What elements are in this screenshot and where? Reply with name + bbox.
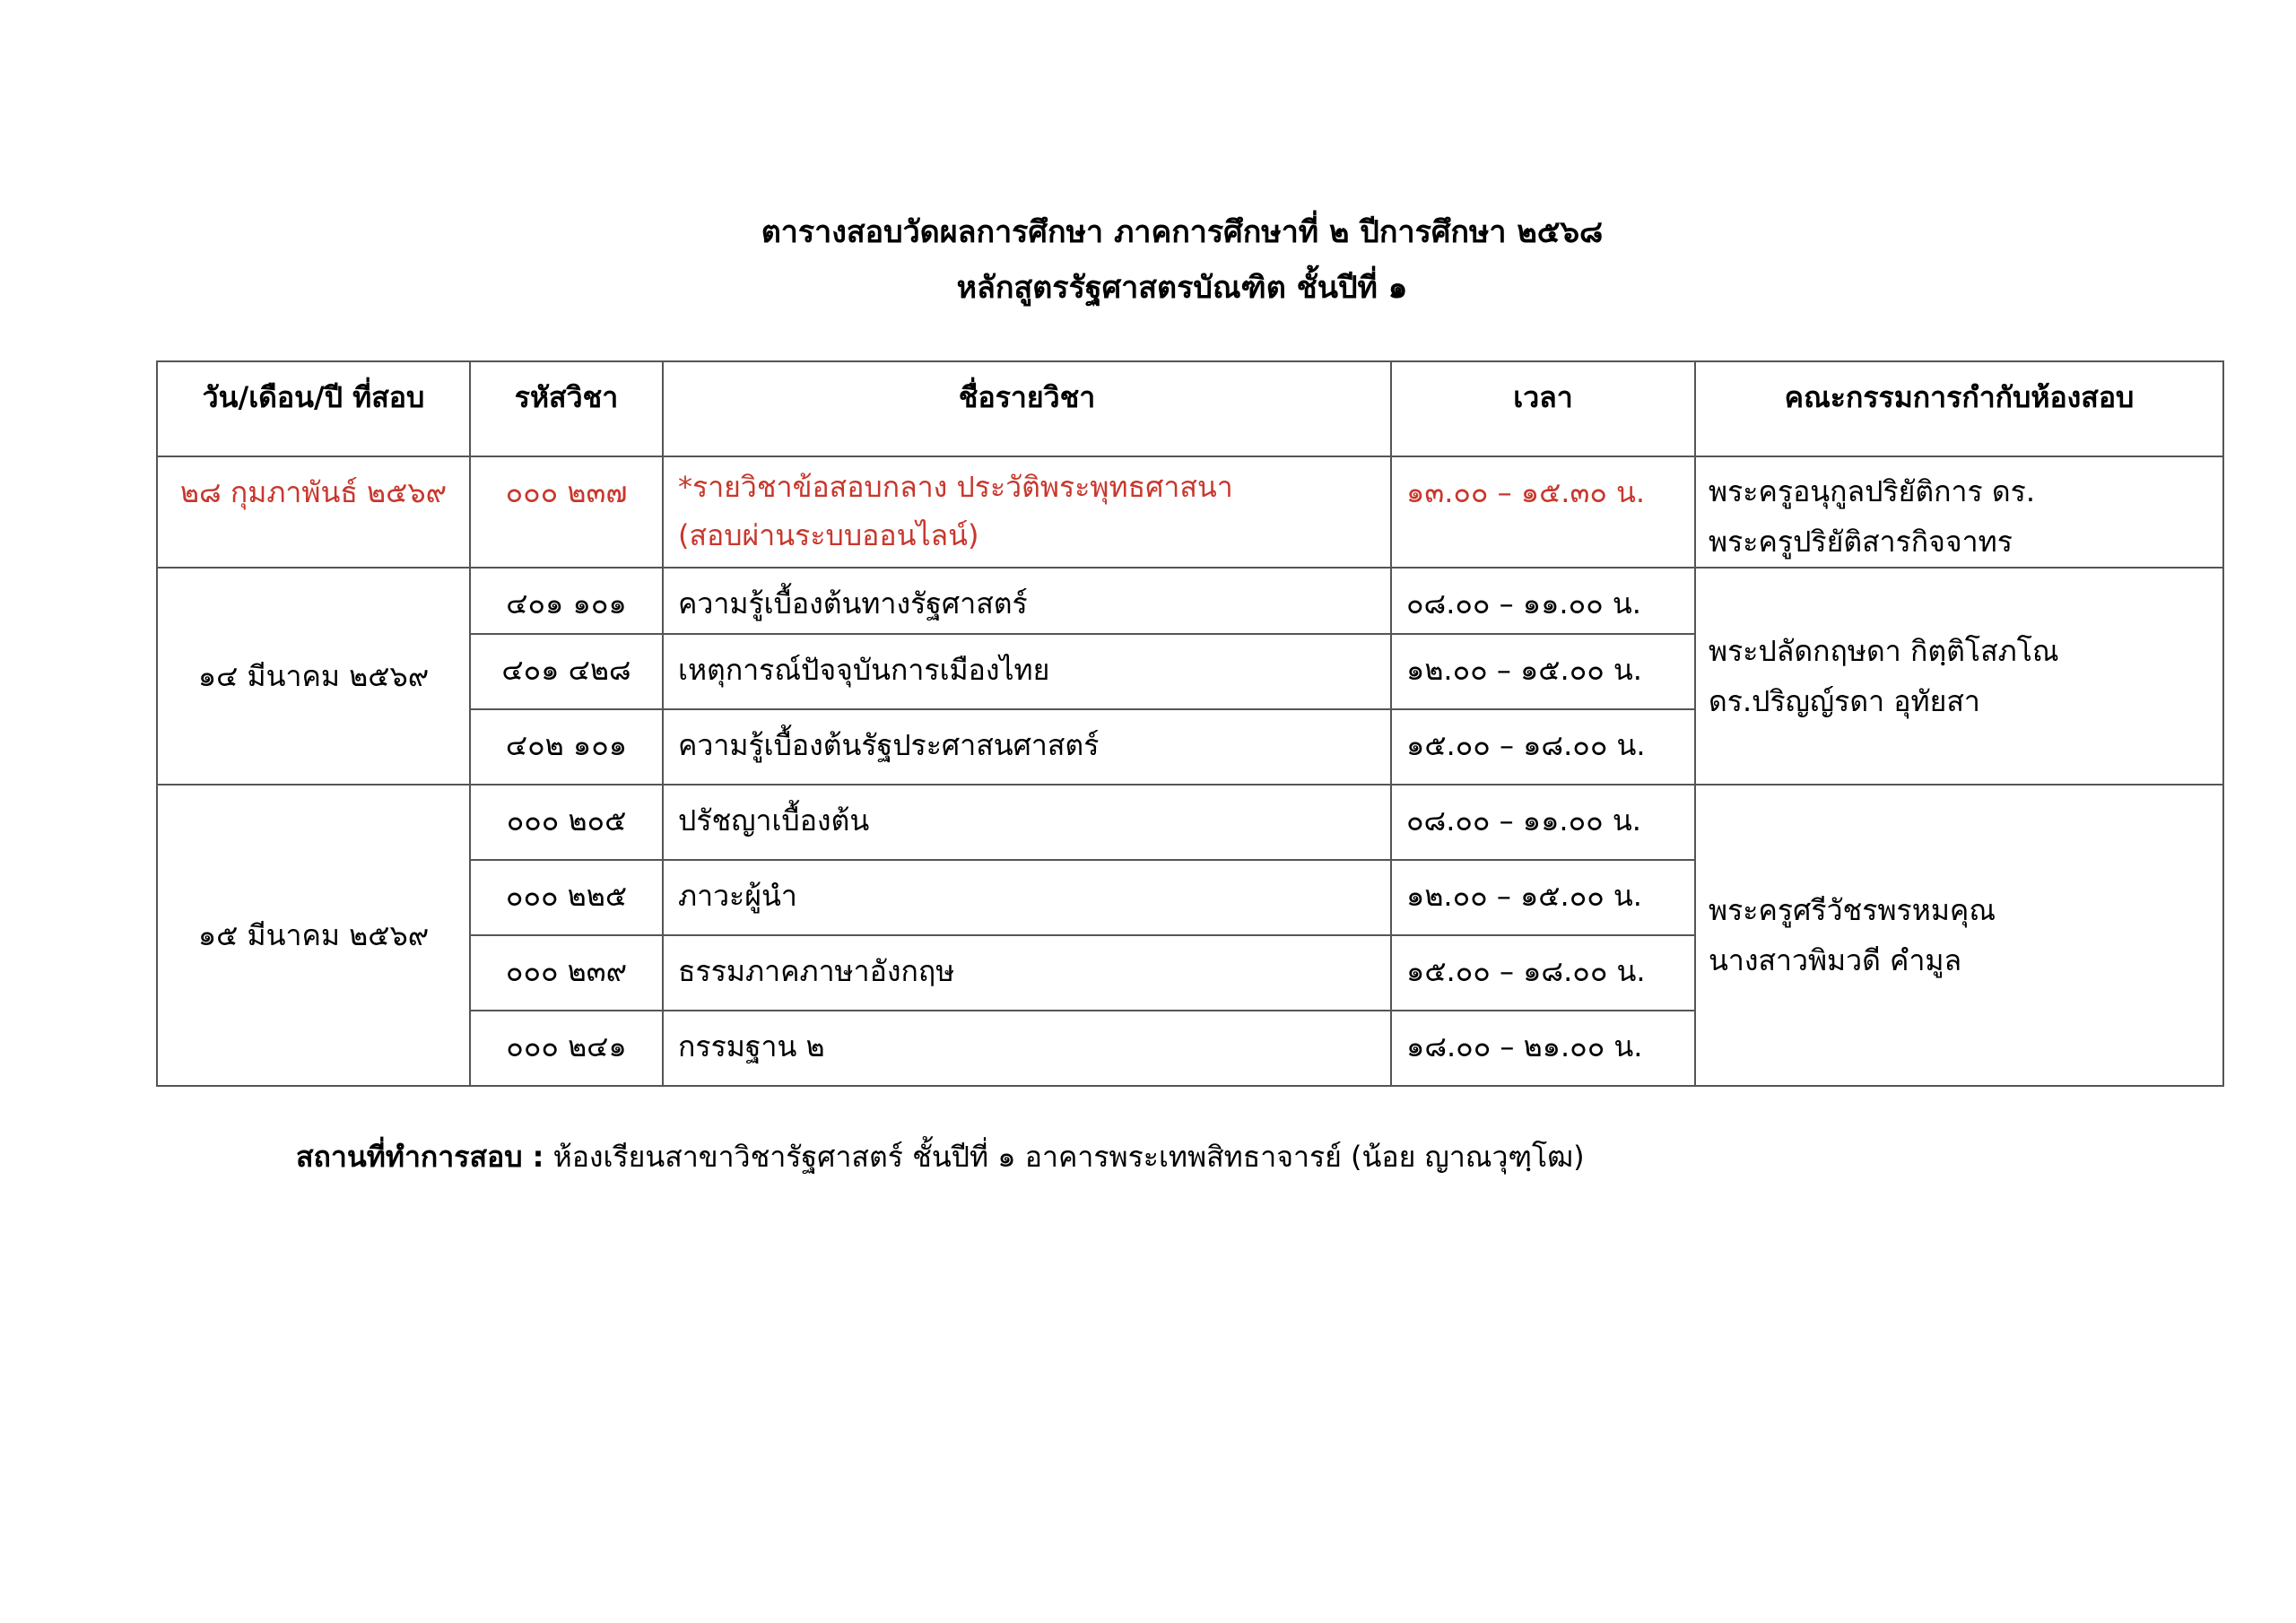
- committee-member: พระครูศรีวัชรพรหมคุณ: [1709, 893, 1996, 927]
- header-date: วัน/เดือน/ปี ที่สอบ: [157, 361, 470, 456]
- exam-time: ๐๘.๐๐ – ๑๑.๐๐ น.: [1391, 568, 1695, 634]
- exam-date: ๒๘ กุมภาพันธ์ ๒๕๖๙: [157, 456, 470, 568]
- course-name-line-2: (สอบผ่านระบบออนไลน์): [678, 518, 979, 552]
- committee-member: พระครูอนุกูลปริยัติการ ดร.: [1709, 474, 2036, 508]
- exam-time: ๐๘.๐๐ – ๑๑.๐๐ น.: [1391, 785, 1695, 860]
- course-name: [663, 456, 1391, 568]
- exam-time: ๑๕.๐๐ – ๑๘.๐๐ น.: [1391, 709, 1695, 785]
- table-row: [157, 568, 2223, 634]
- table-row: [157, 785, 2223, 860]
- course-name: ภาวะผู้นำ: [663, 860, 1391, 935]
- exam-time: ๑๘.๐๐ – ๒๑.๐๐ น.: [1391, 1011, 1695, 1086]
- exam-time: ๑๒.๐๐ – ๑๕.๐๐ น.: [1391, 634, 1695, 709]
- exam-time: ๑๒.๐๐ – ๑๕.๐๐ น.: [1391, 860, 1695, 935]
- title-line-2: หลักสูตรรัฐศาสตรบัณฑิต ชั้นปีที่ ๑: [956, 270, 1408, 306]
- header-committee: คณะกรรมการกำกับห้องสอบ: [1695, 361, 2223, 456]
- course-code: ๔๐๑ ๑๐๑: [470, 568, 663, 634]
- document-title: [0, 204, 2296, 316]
- exam-date: ๑๕ มีนาคม ๒๕๖๙: [157, 785, 470, 1086]
- committee-member: พระปลัดกฤษดา กิตฺติโสภโณ: [1709, 634, 2059, 668]
- course-code: ๐๐๐ ๒๔๑: [470, 1011, 663, 1086]
- exam-location-note: [296, 1134, 1585, 1180]
- header-code: รหัสวิชา: [470, 361, 663, 456]
- exam-location-text: ห้องเรียนสาขาวิชารัฐศาสตร์ ชั้นปีที่ ๑ อาคารพระเทพสิทธาจารย์ (น้อย ญาณวุฑฺโฒ): [544, 1140, 1585, 1174]
- course-code: ๐๐๐ ๒๒๕: [470, 860, 663, 935]
- committee-member: ดร.ปริญญ์รดา อุทัยสา: [1709, 684, 1980, 718]
- course-name: กรรมฐาน ๒: [663, 1011, 1391, 1086]
- exam-time: ๑๕.๐๐ – ๑๘.๐๐ น.: [1391, 935, 1695, 1011]
- exam-date: ๑๔ มีนาคม ๒๕๖๙: [157, 568, 470, 785]
- exam-location-label: สถานที่ทำการสอบ :: [296, 1140, 544, 1174]
- committee-member: นางสาวพิมวดี คำมูล: [1709, 943, 1962, 977]
- course-code: ๔๐๒ ๑๐๑: [470, 709, 663, 785]
- course-name: ธรรมภาคภาษาอังกฤษ: [663, 935, 1391, 1011]
- exam-time: ๑๓.๐๐ – ๑๕.๓๐ น.: [1391, 456, 1695, 568]
- table-row: [157, 456, 2223, 568]
- exam-schedule-table: [156, 360, 2224, 1087]
- title-line-1: ตารางสอบวัดผลการศึกษา ภาคการศึกษาที่ ๒ ปีการศึกษา ๒๕๖๘: [761, 214, 1604, 250]
- committee: [1695, 785, 2223, 1086]
- course-code: ๐๐๐ ๒๓๙: [470, 935, 663, 1011]
- course-name: เหตุการณ์ปัจจุบันการเมืองไทย: [663, 634, 1391, 709]
- course-name: ปรัชญาเบื้องต้น: [663, 785, 1391, 860]
- course-name: ความรู้เบื้องต้นทางรัฐศาสตร์: [663, 568, 1391, 634]
- course-code: ๐๐๐ ๒๓๗: [470, 456, 663, 568]
- course-code: ๔๐๑ ๔๒๘: [470, 634, 663, 709]
- header-name: ชื่อรายวิชา: [663, 361, 1391, 456]
- committee: [1695, 568, 2223, 785]
- table-header-row: [157, 361, 2223, 456]
- header-time: เวลา: [1391, 361, 1695, 456]
- course-code: ๐๐๐ ๒๐๕: [470, 785, 663, 860]
- course-name: ความรู้เบื้องต้นรัฐประศาสนศาสตร์: [663, 709, 1391, 785]
- committee-member: พระครูปริยัติสารกิจจาทร: [1709, 525, 2013, 559]
- course-name-line-1: *รายวิชาข้อสอบกลาง ประวัติพระพุทธศาสนา: [678, 470, 1233, 504]
- committee: [1695, 456, 2223, 568]
